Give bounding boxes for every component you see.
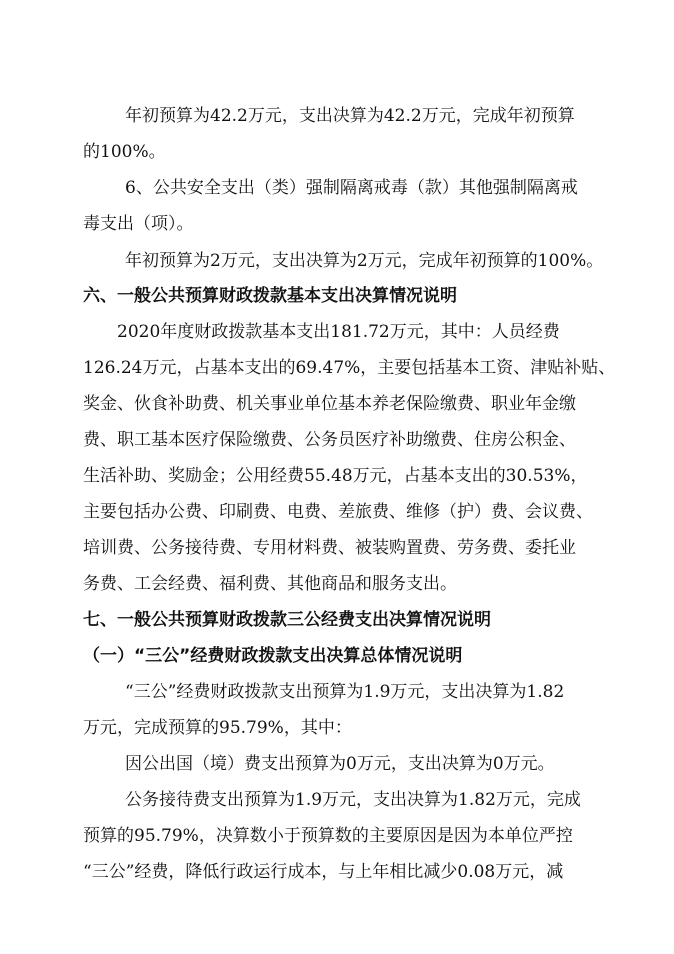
paragraph-line: “三公”经费，降低行政运行成本，与上年相比减少0.08万元，减 <box>83 862 564 882</box>
paragraph-line: 费、职工基本医疗保险缴费、公务员医疗补助缴费、住房公积金、 <box>83 430 576 450</box>
paragraph-line: 毒支出（项）。 <box>83 214 194 234</box>
paragraph-line: 生活补助、奖励金；公用经费55.48万元，占基本支出的30.53%， <box>83 466 588 486</box>
paragraph-line: 2020年度财政拨款基本支出181.72万元，其中：人员经费 <box>117 322 560 342</box>
paragraph-line: 年初预算为42.2万元，支出决算为42.2万元，完成年初预算 <box>125 106 575 126</box>
section-heading-6: 六、一般公共预算财政拨款基本支出决算情况说明 <box>83 286 457 306</box>
subsection-heading-1: （一）“三公”经费财政拨款支出决算总体情况说明 <box>83 646 463 666</box>
paragraph-line: 126.24万元，占基本支出的69.47%，主要包括基本工资、津贴补贴、 <box>83 358 616 378</box>
paragraph-line: 的100%。 <box>83 142 166 162</box>
paragraph-line: 预算的95.79%，决算数小于预算数的主要原因是因为本单位严控 <box>83 826 573 846</box>
section-heading-7: 七、一般公共预算财政拨款三公经费支出决算情况说明 <box>83 610 491 630</box>
paragraph-line: “三公”经费财政拨款支出预算为1.9万元，支出决算为1.82 <box>125 682 565 702</box>
paragraph-line: 培训费、公务接待费、专用材料费、被装购置费、劳务费、委托业 <box>83 538 576 558</box>
paragraph-line: 年初预算为2万元，支出决算为2万元，完成年初预算的100%。 <box>125 251 604 271</box>
paragraph-line: 奖金、伙食补助费、机关事业单位基本养老保险缴费、职业年金缴 <box>83 394 576 414</box>
paragraph-line: 6、公共安全支出（类）强制隔离戒毒（款）其他强制隔离戒 <box>125 178 578 198</box>
paragraph-line: 主要包括办公费、印刷费、电费、差旅费、维修（护）费、会议费、 <box>83 502 593 522</box>
paragraph-line: 因公出国（境）费支出预算为0万元，支出决算为0万元。 <box>125 754 555 774</box>
paragraph-line: 务费、工会经费、福利费、其他商品和服务支出。 <box>83 574 457 594</box>
paragraph-line: 万元，完成预算的95.79%，其中： <box>83 718 352 738</box>
paragraph-line: 公务接待费支出预算为1.9万元，支出决算为1.82万元，完成 <box>125 790 581 810</box>
